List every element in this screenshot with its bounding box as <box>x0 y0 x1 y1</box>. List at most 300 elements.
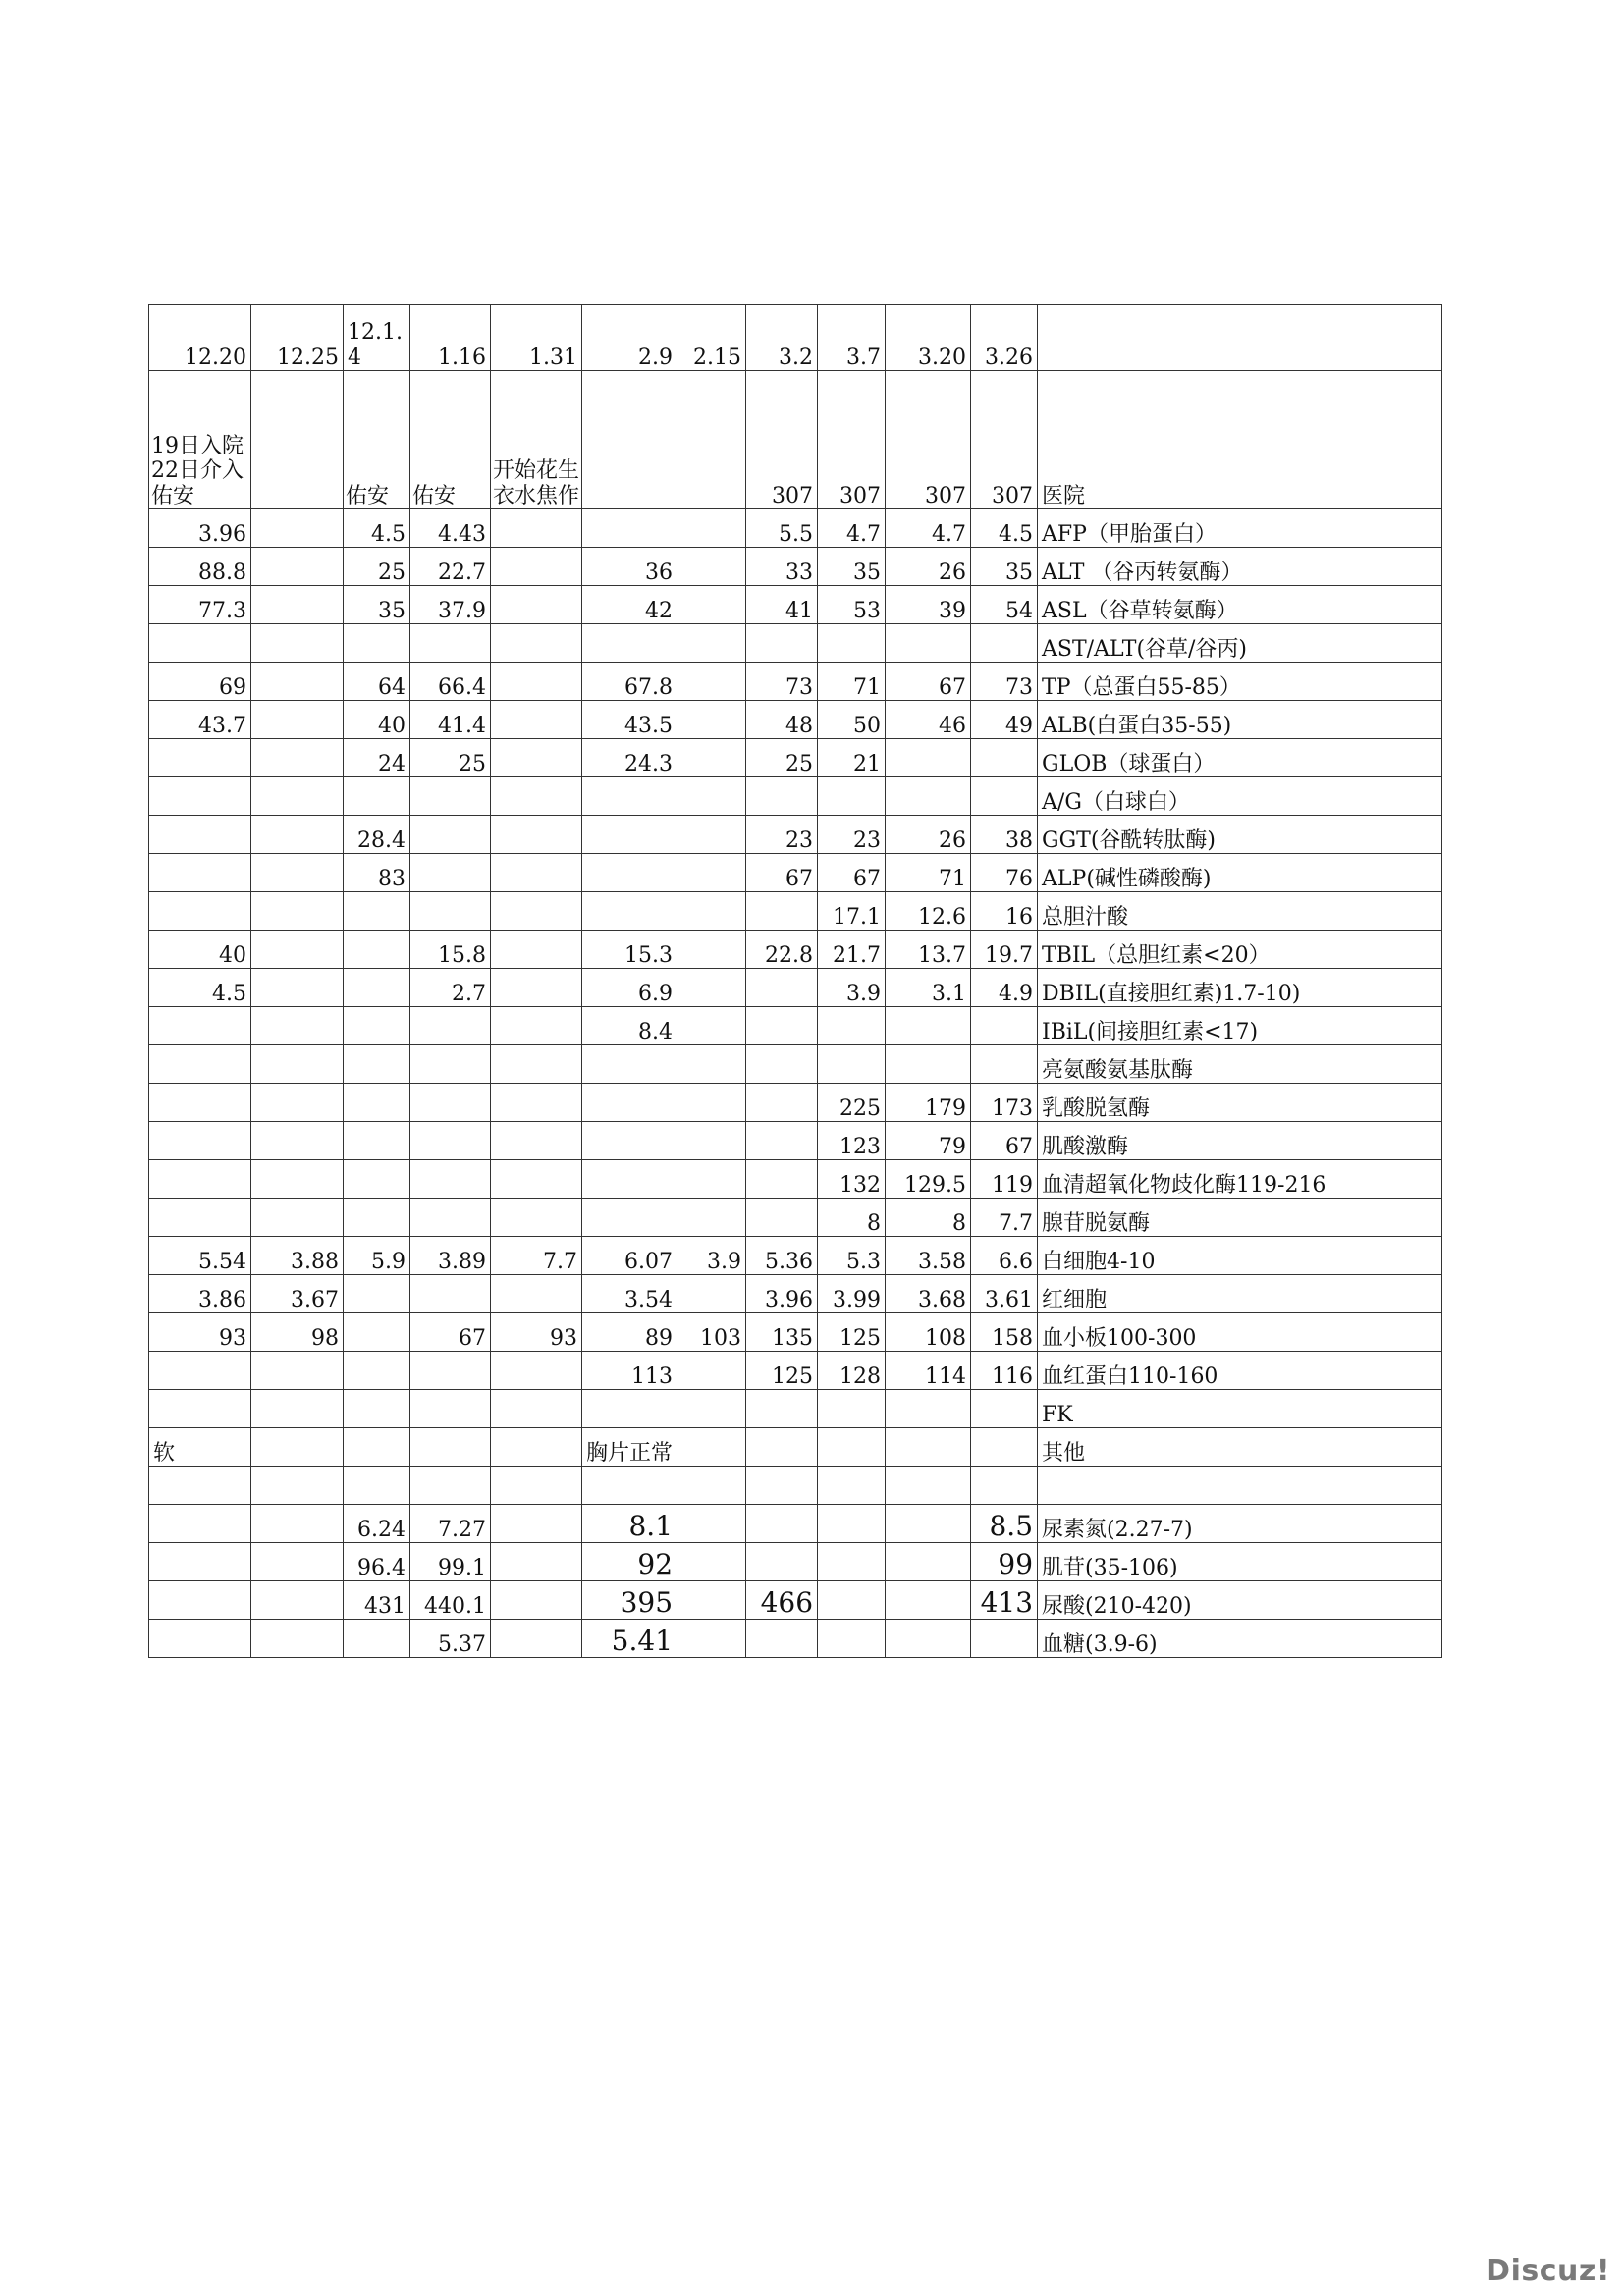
value-cell <box>251 1620 344 1658</box>
value-cell <box>971 739 1038 777</box>
value-cell: 125 <box>818 1313 886 1352</box>
value-cell <box>746 777 818 816</box>
value-cell <box>251 1199 344 1237</box>
value-cell <box>251 624 344 663</box>
header-date-cell: 3.20 <box>886 305 971 371</box>
table-row <box>149 548 1442 586</box>
header-note-cell: 307 <box>746 371 818 509</box>
value-cell <box>491 1620 582 1658</box>
value-cell: 8.5 <box>971 1505 1038 1543</box>
value-cell: 42 <box>582 586 677 624</box>
value-cell: 413 <box>971 1581 1038 1620</box>
value-cell: 8 <box>886 1199 971 1237</box>
header-note-cell: 307 <box>886 371 971 509</box>
value-cell <box>886 624 971 663</box>
value-cell <box>491 1543 582 1581</box>
value-cell <box>149 1352 251 1390</box>
value-cell: 4.9 <box>971 969 1038 1007</box>
value-cell: 22.7 <box>410 548 491 586</box>
value-cell <box>677 1084 746 1122</box>
value-cell <box>344 1352 410 1390</box>
value-cell <box>746 1007 818 1045</box>
value-cell <box>677 1505 746 1543</box>
value-cell <box>149 892 251 931</box>
value-cell: 48 <box>746 701 818 739</box>
value-cell: 24 <box>344 739 410 777</box>
value-cell: 22.8 <box>746 931 818 969</box>
value-cell <box>491 739 582 777</box>
value-cell: 5.9 <box>344 1237 410 1275</box>
header-date-cell <box>1038 305 1442 371</box>
value-cell: 8.1 <box>582 1505 677 1543</box>
table-row <box>149 854 1442 892</box>
value-cell: 103 <box>677 1313 746 1352</box>
value-cell <box>491 586 582 624</box>
value-cell: 76 <box>971 854 1038 892</box>
row-label: 腺苷脱氨酶 <box>1038 1199 1442 1237</box>
value-cell: 13.7 <box>886 931 971 969</box>
value-cell <box>886 1467 971 1505</box>
value-cell <box>818 1007 886 1045</box>
value-cell: 135 <box>746 1313 818 1352</box>
table-row <box>149 969 1442 1007</box>
value-cell: 19.7 <box>971 931 1038 969</box>
value-cell: 431 <box>344 1581 410 1620</box>
value-cell: 67 <box>818 854 886 892</box>
value-cell: 225 <box>818 1084 886 1122</box>
value-cell: 116 <box>971 1352 1038 1390</box>
value-cell: 4.5 <box>971 509 1038 548</box>
value-cell: 3.86 <box>149 1275 251 1313</box>
value-cell: 21.7 <box>818 931 886 969</box>
value-cell <box>677 1620 746 1658</box>
header-date-cell: 3.26 <box>971 305 1038 371</box>
value-cell <box>410 1352 491 1390</box>
header-note-cell: 佑安 <box>344 371 410 509</box>
value-cell <box>491 1505 582 1543</box>
value-cell <box>251 931 344 969</box>
row-label: 总胆汁酸 <box>1038 892 1442 931</box>
value-cell: 6.07 <box>582 1237 677 1275</box>
value-cell: 119 <box>971 1160 1038 1199</box>
value-cell <box>677 931 746 969</box>
value-cell <box>344 892 410 931</box>
value-cell: 43.5 <box>582 701 677 739</box>
value-cell <box>746 1620 818 1658</box>
value-cell <box>149 1505 251 1543</box>
value-cell <box>677 1581 746 1620</box>
value-cell <box>149 1543 251 1581</box>
value-cell <box>491 1160 582 1199</box>
value-cell <box>746 1122 818 1160</box>
value-cell <box>818 1390 886 1428</box>
table-row <box>149 624 1442 663</box>
value-cell <box>410 1390 491 1428</box>
value-cell: 6.24 <box>344 1505 410 1543</box>
value-cell: 96.4 <box>344 1543 410 1581</box>
value-cell: 49 <box>971 701 1038 739</box>
value-cell <box>677 1467 746 1505</box>
value-cell <box>491 777 582 816</box>
value-cell: 3.1 <box>886 969 971 1007</box>
value-cell: 440.1 <box>410 1581 491 1620</box>
value-cell: 73 <box>746 663 818 701</box>
header-note-cell: 开始花生衣水焦作 <box>491 371 582 509</box>
value-cell <box>410 1160 491 1199</box>
value-cell: 179 <box>886 1084 971 1122</box>
value-cell <box>251 1581 344 1620</box>
value-cell <box>746 1505 818 1543</box>
value-cell <box>491 892 582 931</box>
value-cell: 93 <box>149 1313 251 1352</box>
value-cell: 26 <box>886 548 971 586</box>
header-note-cell: 307 <box>971 371 1038 509</box>
value-cell: 35 <box>971 548 1038 586</box>
value-cell <box>677 624 746 663</box>
value-cell <box>971 1007 1038 1045</box>
value-cell <box>677 1275 746 1313</box>
watermark-logo: Discuz! <box>1486 2254 1610 2288</box>
header-date-row <box>149 305 1442 371</box>
value-cell <box>344 777 410 816</box>
value-cell <box>746 892 818 931</box>
value-cell: 3.9 <box>818 969 886 1007</box>
value-cell: 77.3 <box>149 586 251 624</box>
table-row <box>149 1543 1442 1581</box>
value-cell: 73 <box>971 663 1038 701</box>
table-row <box>149 701 1442 739</box>
value-cell <box>491 1581 582 1620</box>
row-label: ALP(碱性磷酸酶) <box>1038 854 1442 892</box>
value-cell <box>344 1084 410 1122</box>
value-cell <box>251 1352 344 1390</box>
value-cell <box>582 509 677 548</box>
value-cell <box>746 1045 818 1084</box>
value-cell <box>251 509 344 548</box>
row-label: 亮氨酸氨基肽酶 <box>1038 1045 1442 1084</box>
value-cell <box>677 1428 746 1467</box>
value-cell <box>677 816 746 854</box>
header-note-cell: 佑安 <box>410 371 491 509</box>
value-cell: 3.58 <box>886 1237 971 1275</box>
row-label: A/G（白球白） <box>1038 777 1442 816</box>
row-label: GLOB（球蛋白） <box>1038 739 1442 777</box>
table-row <box>149 931 1442 969</box>
row-label: 血红蛋白110-160 <box>1038 1352 1442 1390</box>
value-cell <box>410 1199 491 1237</box>
value-cell <box>251 816 344 854</box>
value-cell <box>677 1045 746 1084</box>
value-cell <box>251 1428 344 1467</box>
table-row <box>149 1122 1442 1160</box>
header-date-cell: 12.1.4 <box>344 305 410 371</box>
value-cell <box>491 854 582 892</box>
value-cell <box>818 1467 886 1505</box>
table-row <box>149 663 1442 701</box>
table-row <box>149 777 1442 816</box>
value-cell <box>410 1045 491 1084</box>
value-cell: 66.4 <box>410 663 491 701</box>
value-cell <box>149 854 251 892</box>
value-cell <box>410 1084 491 1122</box>
value-cell <box>251 854 344 892</box>
value-cell: 79 <box>886 1122 971 1160</box>
value-cell <box>344 1313 410 1352</box>
value-cell <box>491 931 582 969</box>
value-cell <box>344 1160 410 1199</box>
value-cell: 3.54 <box>582 1275 677 1313</box>
value-cell <box>344 931 410 969</box>
value-cell: 39 <box>886 586 971 624</box>
header-note-row <box>149 371 1442 509</box>
value-cell: 3.99 <box>818 1275 886 1313</box>
value-cell <box>344 1428 410 1467</box>
table-row <box>149 586 1442 624</box>
value-cell: 3.9 <box>677 1237 746 1275</box>
row-label: ALT （谷丙转氨酶） <box>1038 548 1442 586</box>
value-cell <box>344 1199 410 1237</box>
header-date-cell: 2.9 <box>582 305 677 371</box>
value-cell: 28.4 <box>344 816 410 854</box>
value-cell: 125 <box>746 1352 818 1390</box>
row-label <box>1038 1467 1442 1505</box>
value-cell <box>677 701 746 739</box>
value-cell: 4.7 <box>886 509 971 548</box>
value-cell: 132 <box>818 1160 886 1199</box>
value-cell <box>491 1275 582 1313</box>
row-label: 尿素氮(2.27-7) <box>1038 1505 1442 1543</box>
row-label: TBIL（总胆红素<20） <box>1038 931 1442 969</box>
value-cell <box>677 1122 746 1160</box>
value-cell: 129.5 <box>886 1160 971 1199</box>
value-cell <box>886 1428 971 1467</box>
value-cell <box>818 777 886 816</box>
row-label: 红细胞 <box>1038 1275 1442 1313</box>
row-label: DBIL(直接胆红素)1.7-10) <box>1038 969 1442 1007</box>
value-cell <box>251 1390 344 1428</box>
value-cell <box>582 1084 677 1122</box>
value-cell <box>677 777 746 816</box>
table-row <box>149 509 1442 548</box>
value-cell: 41 <box>746 586 818 624</box>
header-date-cell: 12.20 <box>149 305 251 371</box>
value-cell: 40 <box>344 701 410 739</box>
value-cell: 35 <box>344 586 410 624</box>
table-row <box>149 1237 1442 1275</box>
value-cell: 53 <box>818 586 886 624</box>
value-cell <box>818 1505 886 1543</box>
row-label: 乳酸脱氢酶 <box>1038 1084 1442 1122</box>
value-cell <box>491 624 582 663</box>
value-cell: 69 <box>149 663 251 701</box>
value-cell: 67 <box>410 1313 491 1352</box>
value-cell <box>344 1007 410 1045</box>
value-cell <box>149 1160 251 1199</box>
value-cell <box>149 624 251 663</box>
value-cell <box>677 509 746 548</box>
header-date-cell: 3.2 <box>746 305 818 371</box>
value-cell <box>818 1045 886 1084</box>
value-cell: 5.5 <box>746 509 818 548</box>
value-cell <box>818 1428 886 1467</box>
value-cell <box>582 777 677 816</box>
value-cell <box>491 509 582 548</box>
value-cell: 5.3 <box>818 1237 886 1275</box>
value-cell <box>677 969 746 1007</box>
value-cell <box>410 624 491 663</box>
value-cell <box>491 548 582 586</box>
value-cell: 50 <box>818 701 886 739</box>
value-cell <box>149 816 251 854</box>
table-row <box>149 1428 1442 1467</box>
value-cell: 4.5 <box>344 509 410 548</box>
value-cell: 12.6 <box>886 892 971 931</box>
value-cell <box>746 1543 818 1581</box>
value-cell: 8.4 <box>582 1007 677 1045</box>
value-cell <box>818 1620 886 1658</box>
value-cell: 4.43 <box>410 509 491 548</box>
table-row <box>149 1084 1442 1122</box>
value-cell <box>582 816 677 854</box>
value-cell <box>251 1084 344 1122</box>
value-cell <box>149 1199 251 1237</box>
value-cell <box>971 1428 1038 1467</box>
value-cell: 5.54 <box>149 1237 251 1275</box>
value-cell <box>410 1275 491 1313</box>
value-cell: 软 <box>149 1428 251 1467</box>
value-cell <box>410 1467 491 1505</box>
value-cell: 3.88 <box>251 1237 344 1275</box>
row-label: GGT(谷酰转肽酶) <box>1038 816 1442 854</box>
value-cell: 67 <box>746 854 818 892</box>
value-cell: 3.96 <box>149 509 251 548</box>
row-label: 肌苷(35-106) <box>1038 1543 1442 1581</box>
value-cell: 158 <box>971 1313 1038 1352</box>
row-label: 肌酸激酶 <box>1038 1122 1442 1160</box>
table-row <box>149 1275 1442 1313</box>
value-cell <box>344 1122 410 1160</box>
value-cell: 88.8 <box>149 548 251 586</box>
value-cell <box>886 1543 971 1581</box>
value-cell: 4.7 <box>818 509 886 548</box>
value-cell <box>410 777 491 816</box>
value-cell: 37.9 <box>410 586 491 624</box>
row-label: AFP（甲胎蛋白） <box>1038 509 1442 548</box>
value-cell: 3.67 <box>251 1275 344 1313</box>
value-cell <box>582 1199 677 1237</box>
value-cell <box>677 1352 746 1390</box>
header-date-cell: 2.15 <box>677 305 746 371</box>
value-cell <box>746 969 818 1007</box>
value-cell <box>677 1199 746 1237</box>
row-label: 白细胞4-10 <box>1038 1237 1442 1275</box>
value-cell <box>677 892 746 931</box>
value-cell <box>251 892 344 931</box>
value-cell: 67.8 <box>582 663 677 701</box>
table-row <box>149 739 1442 777</box>
value-cell <box>149 1084 251 1122</box>
row-label: TP（总蛋白55-85） <box>1038 663 1442 701</box>
header-date-cell: 12.25 <box>251 305 344 371</box>
value-cell <box>491 1352 582 1390</box>
value-cell <box>582 1122 677 1160</box>
value-cell <box>491 663 582 701</box>
value-cell: 46 <box>886 701 971 739</box>
value-cell <box>677 1007 746 1045</box>
value-cell <box>251 739 344 777</box>
value-cell: 7.7 <box>971 1199 1038 1237</box>
value-cell <box>746 1428 818 1467</box>
value-cell <box>971 1390 1038 1428</box>
header-note-cell: 307 <box>818 371 886 509</box>
value-cell: 4.5 <box>149 969 251 1007</box>
row-label: 尿酸(210-420) <box>1038 1581 1442 1620</box>
value-cell <box>251 969 344 1007</box>
value-cell <box>491 1045 582 1084</box>
value-cell <box>491 1390 582 1428</box>
value-cell: 395 <box>582 1581 677 1620</box>
value-cell <box>344 969 410 1007</box>
value-cell <box>344 1275 410 1313</box>
value-cell <box>149 1122 251 1160</box>
value-cell: 23 <box>746 816 818 854</box>
value-cell: 38 <box>971 816 1038 854</box>
value-cell <box>491 1122 582 1160</box>
header-note-cell <box>582 371 677 509</box>
value-cell: 108 <box>886 1313 971 1352</box>
value-cell: 6.6 <box>971 1237 1038 1275</box>
value-cell <box>344 1620 410 1658</box>
header-note-cell: 19日入院22日介入佑安 <box>149 371 251 509</box>
value-cell: 25 <box>410 739 491 777</box>
value-cell: 54 <box>971 586 1038 624</box>
value-cell: 17.1 <box>818 892 886 931</box>
value-cell <box>251 1543 344 1581</box>
value-cell: 5.41 <box>582 1620 677 1658</box>
value-cell <box>149 1467 251 1505</box>
value-cell: 36 <box>582 548 677 586</box>
value-cell: 114 <box>886 1352 971 1390</box>
table-row <box>149 1313 1442 1352</box>
value-cell <box>582 624 677 663</box>
value-cell <box>677 1160 746 1199</box>
value-cell <box>886 1505 971 1543</box>
value-cell: 128 <box>818 1352 886 1390</box>
value-cell: 3.68 <box>886 1275 971 1313</box>
value-cell <box>251 1122 344 1160</box>
value-cell <box>251 1160 344 1199</box>
value-cell: 7.27 <box>410 1505 491 1543</box>
value-cell: 15.8 <box>410 931 491 969</box>
value-cell <box>886 1390 971 1428</box>
table-row <box>149 816 1442 854</box>
value-cell <box>818 1581 886 1620</box>
value-cell: 3.61 <box>971 1275 1038 1313</box>
value-cell <box>971 777 1038 816</box>
value-cell <box>410 1007 491 1045</box>
value-cell: 25 <box>344 548 410 586</box>
header-date-cell: 3.7 <box>818 305 886 371</box>
value-cell: 41.4 <box>410 701 491 739</box>
value-cell <box>886 1007 971 1045</box>
value-cell <box>677 663 746 701</box>
value-cell <box>251 777 344 816</box>
value-cell <box>886 777 971 816</box>
value-cell <box>818 1543 886 1581</box>
value-cell <box>149 739 251 777</box>
value-cell: 43.7 <box>149 701 251 739</box>
value-cell: 3.89 <box>410 1237 491 1275</box>
